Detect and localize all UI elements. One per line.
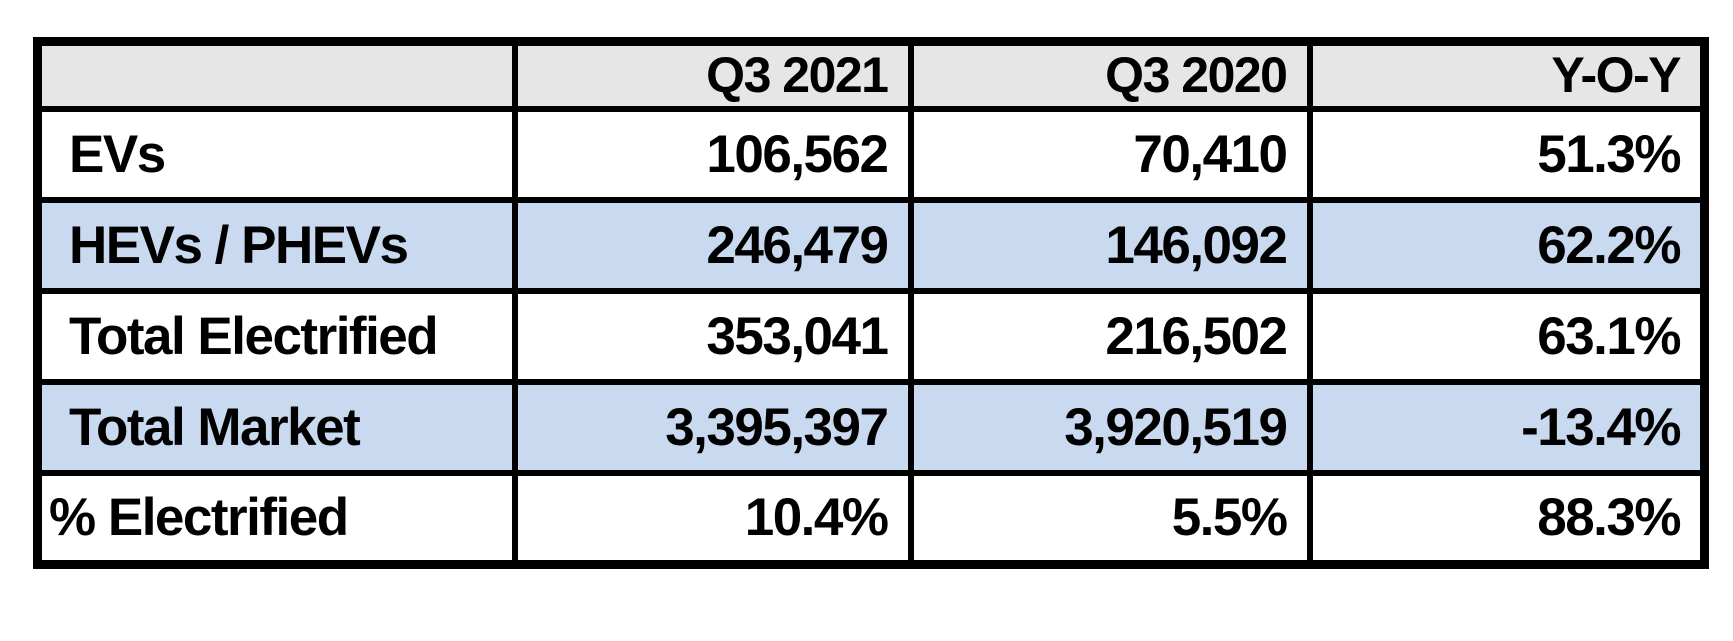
value-cell: 3,395,397 (515, 382, 911, 473)
value-cell: 63.1% (1310, 291, 1705, 382)
value-cell: 353,041 (515, 291, 911, 382)
table-row-total-market (38, 382, 1705, 473)
table-row-hevs-phevs (38, 200, 1705, 291)
header-cell-q3-2021: Q3 2021 (515, 42, 911, 110)
value-cell: 88.3% (1310, 473, 1705, 564)
header-cell-q3-2020: Q3 2020 (911, 42, 1310, 110)
value-cell: 5.5% (911, 473, 1310, 564)
row-label: Total Market (38, 382, 515, 473)
value-cell: -13.4% (1310, 382, 1705, 473)
value-cell: 146,092 (911, 200, 1310, 291)
table-row-total-electrified (38, 291, 1705, 382)
row-label: Total Electrified (38, 291, 515, 382)
value-cell: 62.2% (1310, 200, 1705, 291)
value-cell: 70,410 (911, 109, 1310, 200)
row-label: EVs (38, 109, 515, 200)
header-cell-blank (38, 42, 515, 110)
electrified-vehicle-sales-table (33, 37, 1709, 569)
table-row-pct-electrified (38, 473, 1705, 564)
row-label: HEVs / PHEVs (38, 200, 515, 291)
value-cell: 246,479 (515, 200, 911, 291)
value-cell: 10.4% (515, 473, 911, 564)
value-cell: 216,502 (911, 291, 1310, 382)
table-row-evs (38, 109, 1705, 200)
header-cell-yoy: Y-O-Y (1310, 42, 1705, 110)
header-row (38, 42, 1705, 110)
value-cell: 106,562 (515, 109, 911, 200)
value-cell: 3,920,519 (911, 382, 1310, 473)
row-label: % Electrified (38, 473, 515, 564)
value-cell: 51.3% (1310, 109, 1705, 200)
